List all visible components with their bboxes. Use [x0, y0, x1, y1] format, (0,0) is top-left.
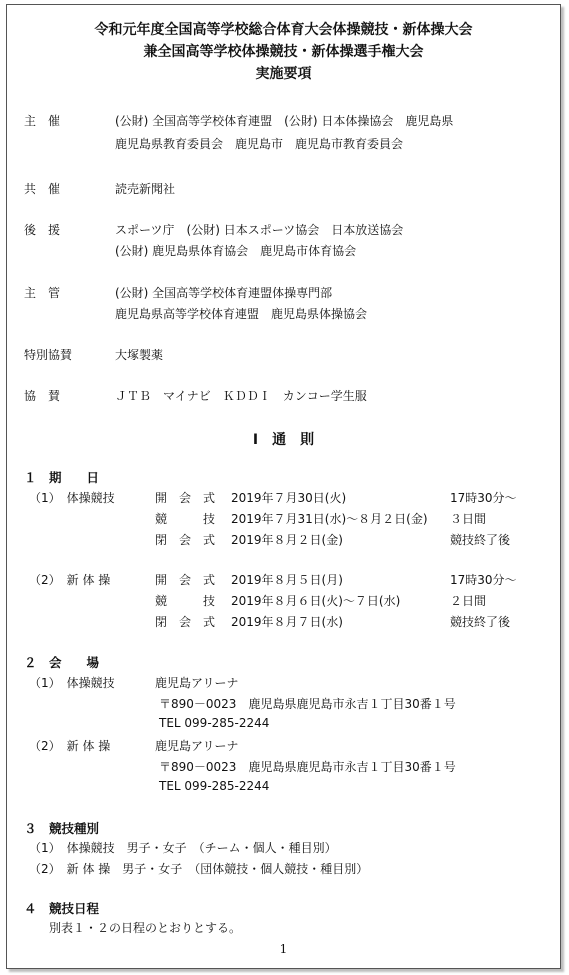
- s1-rg-note-1: 17時30分～: [450, 573, 517, 587]
- kyosai-line1: 読売新聞社: [115, 182, 176, 196]
- label-tokubetsu: 特別協賛: [24, 348, 73, 362]
- s1-rg-event-2: 競 技: [155, 594, 216, 608]
- chapter-heading: Ⅰ 通 則: [252, 432, 315, 448]
- s1-gym-date-2: 2019年７月31日(水)～８月２日(金): [231, 512, 428, 526]
- document-page: [6, 4, 561, 969]
- doc-title-line1: 令和元年度全国高等学校総合体育大会体操競技・新体操大会: [94, 22, 473, 38]
- doc-title-line2: 兼全国高等学校体操競技・新体操選手権大会: [143, 44, 424, 60]
- s1-gym-date-1: 2019年７月30日(火): [231, 491, 347, 505]
- s1-rg-date-1: 2019年８月５日(月): [231, 573, 343, 587]
- s1-rg-note-2: ２日間: [450, 594, 487, 608]
- shukan-line2: 鹿児島県高等学校体育連盟 鹿児島県体操協会: [115, 307, 368, 321]
- s1-rg-note-3: 競技終了後: [450, 615, 511, 629]
- s1-gym-event-1: 開 会 式: [155, 491, 216, 505]
- s1-rg-event-3: 閉 会 式: [155, 615, 216, 629]
- s2-gym-label: （1） 体操競技: [29, 676, 115, 690]
- s1-rg-date-3: 2019年８月７日(水): [231, 615, 343, 629]
- kyosan-line1: ＪＴＢ マイナビ ＫＤＤＩ カンコー学生服: [115, 389, 367, 403]
- label-shusai: 主 催: [24, 114, 61, 128]
- s1-rg-label: （2） 新 体 操: [29, 573, 111, 587]
- s2-gym-address: 〒890－0023 鹿児島県鹿児島市永吉１丁目30番１号: [159, 697, 456, 711]
- s4-text: 別表１・２の日程のとおりとする。: [49, 921, 242, 935]
- label-shukan: 主 管: [24, 286, 61, 300]
- s1-gym-note-1: 17時30分～: [450, 491, 517, 505]
- s1-gym-date-3: 2019年８月２日(金): [231, 533, 343, 547]
- s1-rg-event-1: 開 会 式: [155, 573, 216, 587]
- section-1-heading: １ 期 日: [24, 470, 100, 485]
- s1-gym-note-3: 競技終了後: [450, 533, 511, 547]
- s1-gym-note-2: ３日間: [450, 512, 487, 526]
- s3-line1: （1） 体操競技 男子・女子 （チーム・個人・種目別）: [29, 841, 337, 855]
- s1-gym-label: （1） 体操競技: [29, 491, 115, 505]
- section-4-heading: ４ 競技日程: [24, 901, 100, 916]
- shukan-line1: (公財) 全国高等学校体育連盟体操専門部: [115, 286, 333, 300]
- s1-gym-event-3: 閉 会 式: [155, 533, 216, 547]
- tokubetsu-line1: 大塚製薬: [115, 348, 164, 362]
- s2-gym-venue: 鹿児島アリーナ: [155, 676, 239, 690]
- s2-rg-tel: TEL 099-285-2244: [159, 779, 270, 793]
- s3-line2: （2） 新 体 操 男子・女子 （団体競技・個人競技・種目別）: [29, 862, 369, 876]
- shusai-line1: (公財) 全国高等学校体育連盟 (公財) 日本体操協会 鹿児島県: [115, 114, 454, 128]
- s2-rg-label: （2） 新 体 操: [29, 739, 111, 753]
- koen-line1: スポーツ庁 (公財) 日本スポーツ協会 日本放送協会: [115, 223, 404, 237]
- s2-gym-tel: TEL 099-285-2244: [159, 716, 270, 730]
- koen-line2: (公財) 鹿児島県体育協会 鹿児島市体育協会: [115, 244, 357, 258]
- label-koen: 後 援: [24, 223, 61, 237]
- s1-rg-date-2: 2019年８月６日(火)～７日(水): [231, 594, 401, 608]
- doc-title-line3: 実施要項: [255, 66, 312, 82]
- shusai-line2: 鹿児島県教育委員会 鹿児島市 鹿児島市教育委員会: [115, 137, 404, 151]
- s1-gym-event-2: 競 技: [155, 512, 216, 526]
- label-kyosai: 共 催: [24, 182, 61, 196]
- label-kyosan: 協 賛: [24, 389, 61, 403]
- section-3-heading: ３ 競技種別: [24, 821, 100, 836]
- page-number: 1: [279, 942, 288, 956]
- s2-rg-address: 〒890－0023 鹿児島県鹿児島市永吉１丁目30番１号: [159, 760, 456, 774]
- section-2-heading: ２ 会 場: [24, 655, 100, 670]
- s2-rg-venue: 鹿児島アリーナ: [155, 739, 239, 753]
